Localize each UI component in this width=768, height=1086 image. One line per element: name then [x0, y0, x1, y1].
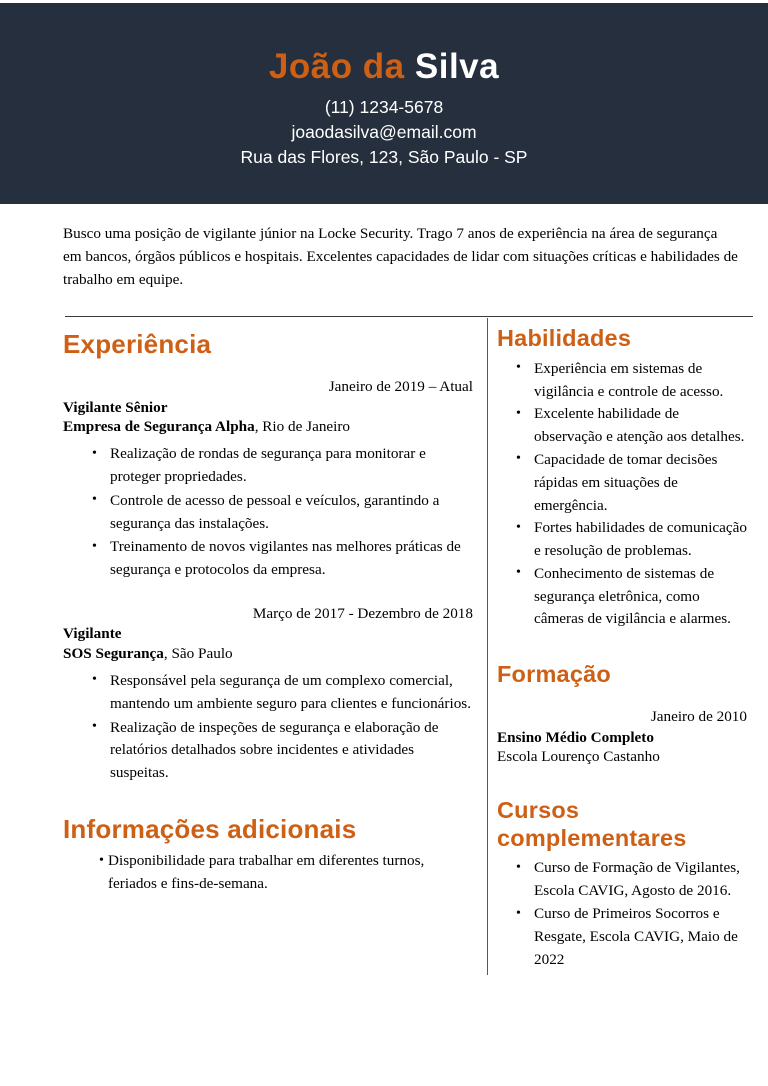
right-column: [497, 325, 747, 971]
experience-job-title: Vigilante: [63, 625, 122, 643]
courses-bullet-list: [497, 857, 747, 971]
list-item: • Capacidade de tomar decisões rápidas em situações de emergência.: [497, 449, 747, 517]
section-divider-horizontal: [65, 316, 753, 317]
list-item: • Responsável pela segurança de um complexo comercial, mantendo um ambiente seguro para clientes e funcionários.: [63, 670, 473, 716]
resume-header: [0, 3, 768, 204]
experience-entry: [63, 604, 473, 785]
left-column: [63, 330, 473, 896]
list-item: • Disponibilidade para trabalhar em diferentes turnos, feriados e fins-de-semana.: [63, 850, 473, 896]
column-divider-vertical: [487, 318, 488, 975]
section-heading-additional-info: Informações adicionais: [63, 813, 357, 844]
experience-job-title: Vigilante Sênior: [63, 398, 168, 416]
section-heading-courses: Cursos complementares: [497, 797, 687, 851]
list-item: • Controle de acesso de pessoal e veículos, garantindo a segurança das instalações.: [63, 490, 473, 536]
section-heading-skills: Habilidades: [497, 325, 632, 351]
professional-summary: Busco uma posição de vigilante júnior na Locke Security. Trago 7 anos de experiência na área de segurança em bancos, órgãos públicos e hospitais. Excelentes capacidades de lidar com situações críticas e habilidades de trabalho em equipe.: [63, 225, 738, 289]
candidate-first-name: João da: [268, 47, 415, 86]
list-item: • Curso de Primeiros Socorros e Resgate, Escola CAVIG, Maio de 2022: [497, 903, 747, 971]
list-item: • Curso de Formação de Vigilantes, Escola CAVIG, Agosto de 2016.: [497, 857, 747, 903]
experience-company-name: SOS Segurança: [63, 645, 164, 663]
list-item: • Experiência em sistemas de vigilância e controle de acesso.: [497, 358, 747, 404]
experience-company-location: , São Paulo: [163, 645, 233, 663]
list-item: • Excelente habilidade de observação e atenção aos detalhes.: [497, 403, 747, 449]
experience-organization: [63, 644, 473, 664]
experience-bullet-list: [63, 443, 473, 582]
candidate-name: [0, 3, 768, 87]
experience-date: Janeiro de 2019 – Atual: [328, 378, 473, 396]
list-item: • Treinamento de novos vigilantes nas melhores práticas de segurança e protocolos da empresa.: [63, 536, 473, 582]
contact-email: joaodasilva@email.com: [291, 121, 477, 142]
additional-info-bullet-list: [63, 850, 473, 896]
experience-company-name: Empresa de Segurança Alpha: [63, 418, 255, 436]
experience-date: Março de 2017 - Dezembro de 2018: [252, 604, 473, 622]
section-heading-experience: Experiência: [63, 329, 212, 359]
candidate-last-name: Silva: [414, 47, 500, 86]
education-institution: Escola Lourenço Castanho: [497, 748, 660, 766]
experience-entry: [63, 377, 473, 582]
education-degree: Ensino Médio Completo: [497, 728, 654, 746]
list-item: • Realização de rondas de segurança para monitorar e proteger propriedades.: [63, 443, 473, 489]
list-item: • Conhecimento de sistemas de segurança eletrônica, como câmeras de vigilância e alarmes.: [497, 563, 747, 631]
contact-phone: (11) 1234-5678: [324, 96, 444, 117]
skills-bullet-list: [497, 358, 747, 632]
section-heading-education: Formação: [497, 661, 611, 688]
education-date: Janeiro de 2010: [650, 708, 747, 725]
contact-address: Rua das Flores, 123, São Paulo - SP: [240, 147, 528, 168]
experience-bullet-list: [63, 670, 473, 785]
list-item: • Realização de inspeções de segurança e elaboração de relatórios detalhados sobre incidentes e atividades suspeitas.: [63, 717, 473, 785]
experience-company-location: , Rio de Janeiro: [254, 418, 351, 436]
experience-organization: [63, 417, 473, 437]
list-item: • Fortes habilidades de comunicação e resolução de problemas.: [497, 517, 747, 563]
education-entry: [497, 707, 747, 767]
